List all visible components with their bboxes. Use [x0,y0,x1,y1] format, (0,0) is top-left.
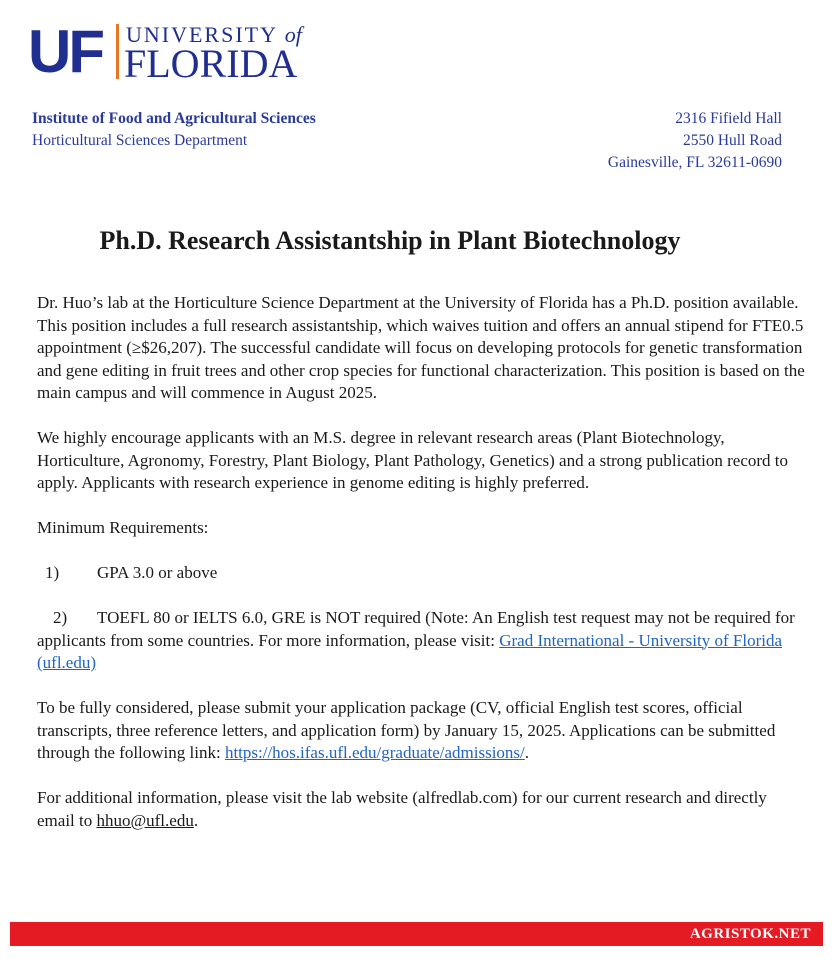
logo-uf-text: UF [28,18,102,85]
logo-divider [116,24,119,79]
paragraph-applicants: We highly encourage applicants with an M.S. degree in relevant research areas (Plant Biotechnology, Horticulture, Agronomy, Forestry, Plant Biology, Plant Pathology, Genetics) and a strong publication record to apply. Applicants with research experience in genome editing is highly preferred. [37,428,789,492]
page-title: Ph.D. Research Assistantship in Plant Biotechnology [99,226,681,255]
requirements-label: Minimum Requirements: [37,518,209,537]
paragraph-intro: Dr. Huo’s lab at the Horticulture Science Department at the University of Florida has a Ph.D. position available. This position includes a full research assistantship, which waives tuition and offers an annual stipend for FTE0.5 appointment (≥$26,207). The successful candidate will focus on developing protocols for genetic transformation and gene editing in fruit trees and other crop species for functional characterization. This position is based on the main campus and will commence in August 2025. [37,293,805,402]
requirement-item-1: 1) GPA 3.0 or above [45,563,218,582]
requirement-item-2: 2) TOEFL 80 or IELTS 6.0, GRE is NOT required (Note: An English test request may not be required for applicants from some countries. For more information, please visit: Grad International - University of Florida (ufl.edu) [37,608,795,672]
address-block [608,108,782,174]
document-body [37,292,807,832]
footer-banner [10,922,823,946]
footer-brand: AGRISTOK.NET [689,926,811,942]
address-line-1: 2316 Fifield Hall [675,110,782,127]
logo-university-text: UNIVERSITY of [126,22,302,47]
logo-florida-text: FLORIDA [124,41,298,86]
admissions-link[interactable]: https://hos.ifas.ufl.edu/graduate/admissions/ [224,743,525,762]
paragraph-application: To be fully considered, please submit your application package (CV, official English test scores, official transcripts, three reference letters, and application form) by January 15, 2025. Applications can be submitted through the following link: https://hos.ifas.ufl.edu/graduate/admissions/. [37,698,776,762]
institution-block [32,108,316,152]
address-line-2: 2550 Hull Road [682,132,782,149]
address-line-3: Gainesville, FL 32611-0690 [607,154,782,171]
grad-international-link[interactable]: Grad International - University of Florida (ufl.edu) [37,630,783,672]
paragraph-contact: For additional information, please visit the lab website (alfredlab.com) for our current research and directly email to hhuo@ufl.edu. [37,788,767,830]
institute-name: Institute of Food and Agricultural Sciences [32,110,316,127]
email-address[interactable]: hhuo@ufl.edu [96,810,194,830]
department-name: Horticultural Sciences Department [32,132,248,149]
